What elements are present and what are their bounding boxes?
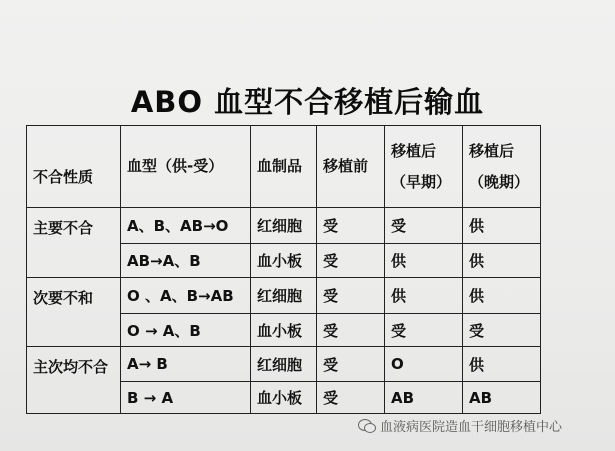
cell-late: 供 (463, 208, 541, 244)
cell-late: 供 (463, 347, 541, 382)
header-post-early-line2: （早期） (391, 172, 452, 191)
cell-blood-type: O 、A、B→AB (121, 278, 251, 314)
header-post-early-line1: 移植后 (391, 141, 437, 160)
cell-early: 供 (385, 278, 463, 314)
cell-pre: 受 (317, 208, 385, 244)
cell-early: 受 (385, 208, 463, 244)
group-label-both: 主次均不合 (27, 347, 121, 414)
watermark-text: 血液病医院造血干细胞移植中心 (380, 420, 563, 435)
document-title: ABO 血型不合移植后输血 (130, 85, 485, 119)
watermark (358, 416, 562, 435)
header-pre: 移植前 (317, 126, 385, 208)
cell-pre: 受 (317, 244, 385, 278)
cell-blood-type: B → A (121, 382, 251, 414)
cell-pre: 受 (317, 314, 385, 347)
wechat-icon (358, 419, 376, 433)
cell-blood-type: O → A、B (121, 314, 251, 347)
header-blood-type: 血型（供-受） (121, 126, 251, 208)
cell-early: 供 (385, 244, 463, 278)
header-product: 血制品 (251, 126, 317, 208)
cell-product: 红细胞 (251, 208, 317, 244)
cell-product: 血小板 (251, 382, 317, 414)
table-header-row (27, 126, 541, 208)
cell-product: 红细胞 (251, 347, 317, 382)
cell-late: 供 (463, 278, 541, 314)
cell-early: AB (385, 382, 463, 414)
group-label-major: 主要不合 (27, 208, 121, 278)
header-post-late (463, 126, 541, 208)
header-post-early (385, 126, 463, 208)
cell-blood-type: A、B、AB→O (121, 208, 251, 244)
cell-late: 供 (463, 244, 541, 278)
cell-pre: 受 (317, 382, 385, 414)
cell-early: 受 (385, 314, 463, 347)
cell-early: O (385, 347, 463, 382)
cell-late: AB (463, 382, 541, 414)
cell-late: 受 (463, 314, 541, 347)
group-label-minor: 次要不和 (27, 278, 121, 347)
cell-blood-type: AB→A、B (121, 244, 251, 278)
header-post-late-line1: 移植后 (469, 141, 515, 160)
transfusion-table (26, 125, 541, 414)
cell-product: 血小板 (251, 244, 317, 278)
table-row (27, 347, 541, 382)
cell-product: 红细胞 (251, 278, 317, 314)
table-row (27, 278, 541, 314)
cell-pre: 受 (317, 278, 385, 314)
cell-product: 血小板 (251, 314, 317, 347)
table-row (27, 208, 541, 244)
header-post-late-line2: （晚期） (469, 172, 530, 191)
cell-pre: 受 (317, 347, 385, 382)
header-nature: 不合性质 (27, 126, 121, 208)
cell-blood-type: A→ B (121, 347, 251, 382)
